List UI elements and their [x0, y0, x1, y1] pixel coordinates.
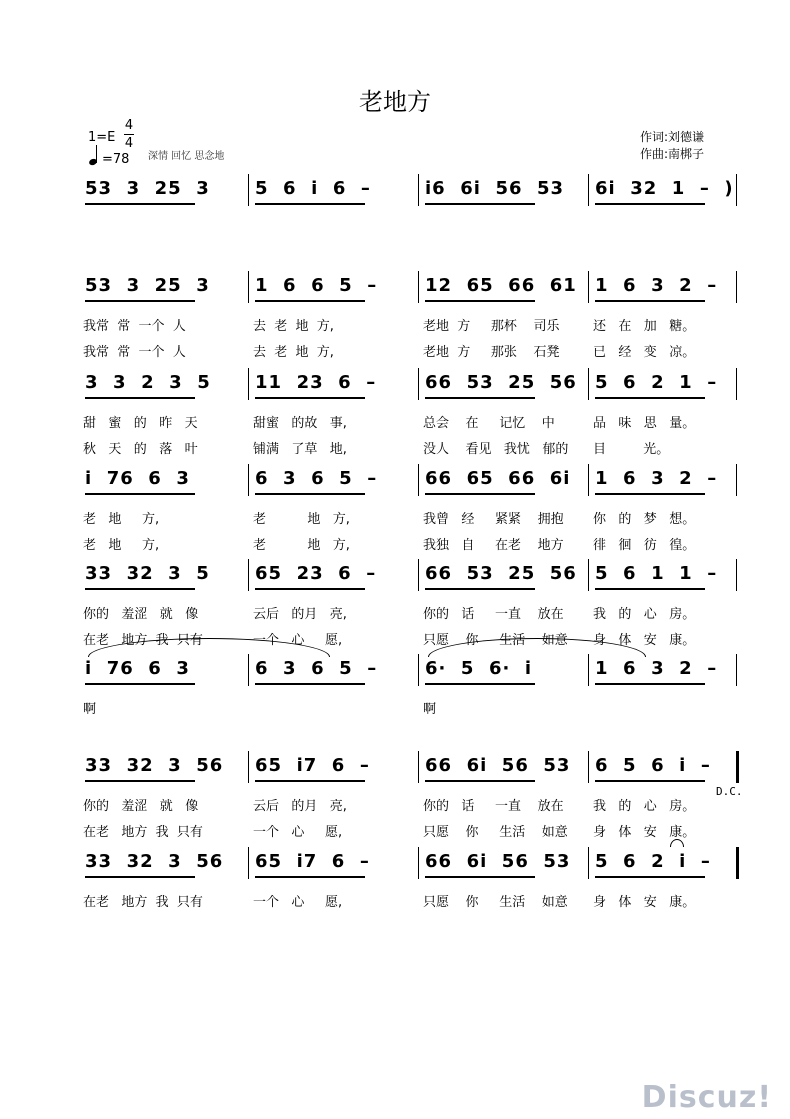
beam-underline: [85, 683, 195, 685]
lyric-verse-2: 一个 心 愿,: [253, 825, 343, 840]
lyric-verse-2: 只愿 你 生活 如意: [423, 633, 568, 648]
bar-line: [248, 751, 249, 783]
bar-line: [588, 847, 589, 879]
beam-underline: [255, 300, 365, 302]
measure-notes: 3 3 2 3 5: [85, 372, 211, 393]
bar-line: [248, 368, 249, 400]
bar-line: [736, 654, 737, 686]
bar-line: [248, 559, 249, 591]
measure-notes: 5 6 i 6 –: [255, 178, 371, 199]
beam-underline: [595, 876, 705, 878]
measure-notes: 33 32 3 56: [85, 851, 224, 872]
measure-notes: 65 i7 6 –: [255, 755, 370, 776]
lyric-verse-1: 啊: [83, 702, 97, 717]
measure-notes: 65 23 6 –: [255, 563, 377, 584]
measure-notes: 1 6 6 5 –: [255, 275, 378, 296]
bar-line: [248, 654, 249, 686]
score-row: [0, 468, 790, 553]
lyric-verse-2: 没人 看见 我忧 郁的: [423, 442, 569, 457]
measure-notes: 1 6 3 2 –: [595, 275, 718, 296]
bar-line: [418, 751, 419, 783]
measure-notes: 5 6 2 i –: [595, 851, 711, 872]
lyric-verse-1: 甜蜜 的故 事,: [253, 416, 347, 431]
watermark-logo: Discuz!: [641, 1080, 772, 1115]
measure-notes: i 76 6 3: [85, 468, 190, 489]
bar-line: [588, 271, 589, 303]
lyric-verse-1: 啊: [423, 702, 437, 717]
measure-notes: 66 6i 56 53: [425, 851, 571, 872]
time-top: 4: [124, 118, 134, 133]
lyric-verse-1: 老地 方 那杯 司乐: [423, 319, 560, 334]
lyric-verse-2: 我常 常 一个 人: [83, 345, 186, 360]
measure-notes: 6 5 6 i –: [595, 755, 711, 776]
key-signature: 1=E: [88, 130, 116, 145]
lyric-verse-1: 你的 话 一直 放在: [423, 607, 564, 622]
bar-line: [418, 654, 419, 686]
beam-underline: [595, 683, 705, 685]
measure-notes: 66 65 66 6i: [425, 468, 571, 489]
measure-notes: 66 6i 56 53: [425, 755, 571, 776]
measure-notes: 6 3 6 5 –: [255, 468, 378, 489]
bar-line: [588, 368, 589, 400]
beam-underline: [425, 203, 535, 205]
lyric-verse-1: 我常 常 一个 人: [83, 319, 186, 334]
bar-line: [736, 464, 737, 496]
lyric-verse-1: 去 老 地 方,: [253, 319, 334, 334]
bar-line: [736, 174, 737, 206]
lyric-verse-1: 老 地 方,: [253, 512, 350, 527]
lyric-verse-1: 老 地 方,: [83, 512, 160, 527]
lyric-verse-1: 你的 羞涩 就 像: [83, 607, 199, 622]
beam-underline: [85, 780, 195, 782]
measure-notes: 1 6 3 2 –: [595, 468, 718, 489]
beam-underline: [595, 203, 705, 205]
lyric-verse-1: 我 的 心 房。: [593, 607, 696, 622]
lyric-verse-1: 总会 在 记忆 中: [423, 416, 555, 431]
measure-notes: 33 32 3 5: [85, 563, 210, 584]
tempo-marking: [88, 145, 129, 167]
lyric-verse-2: 身 体 安 康。: [593, 633, 696, 648]
measure-notes: 53 3 25 3: [85, 178, 210, 199]
lyric-verse-2: 徘 徊 彷 徨。: [593, 538, 696, 553]
beam-underline: [595, 588, 705, 590]
bar-line: [736, 368, 737, 400]
measure-notes: 5 6 1 1 –: [595, 563, 718, 584]
quarter-note-icon: [88, 145, 100, 167]
measure-notes: 65 i7 6 –: [255, 851, 370, 872]
beam-underline: [255, 780, 365, 782]
measure-notes: 1 6 3 2 –: [595, 658, 718, 679]
beam-underline: [425, 588, 535, 590]
beam-underline: [85, 493, 195, 495]
lyric-verse-1: 我曾 经 紧紧 拥抱: [423, 512, 564, 527]
bar-line: [248, 271, 249, 303]
measure-notes: 5 6 2 1 –: [595, 372, 718, 393]
bar-line: [736, 559, 737, 591]
lyric-verse-2: 在老 地方 我 只有: [83, 825, 203, 840]
beam-underline: [255, 397, 365, 399]
lyric-verse-2: 在老 地方 我 只有: [83, 633, 203, 648]
lyric-verse-1: 品 味 思 量。: [593, 416, 696, 431]
bar-line: [248, 847, 249, 879]
beam-underline: [85, 300, 195, 302]
measure-notes: 11 23 6 –: [255, 372, 377, 393]
lyric-verse-1: 一个 心 愿,: [253, 895, 343, 910]
measure-notes: 6· 5 6· i: [425, 658, 533, 679]
lyric-verse-2: 老 地 方,: [253, 538, 350, 553]
bar-line: [248, 464, 249, 496]
lyric-verse-1: 只愿 你 生活 如意: [423, 895, 568, 910]
bar-line: [248, 174, 249, 206]
measure-notes: 53 3 25 3: [85, 275, 210, 296]
lyric-verse-2: 我独 自 在老 地方: [423, 538, 564, 553]
beam-underline: [595, 780, 705, 782]
beam-underline: [255, 683, 365, 685]
score-row: [0, 372, 790, 457]
beam-underline: [425, 300, 535, 302]
lyric-verse-1: 云后 的月 亮,: [253, 607, 347, 622]
composer-credit: 作曲:南梆子: [640, 147, 705, 161]
score-row: [0, 563, 790, 648]
beam-underline: [85, 203, 195, 205]
score-row: [0, 178, 790, 258]
beam-underline: [425, 683, 535, 685]
lyric-verse-1: 身 体 安 康。: [593, 895, 696, 910]
expression-marking: 深情 回忆 思念地: [148, 151, 225, 162]
lyric-verse-2: 一个 心 愿,: [253, 633, 343, 648]
lyric-verse-1: 甜 蜜 的 昨 天: [83, 416, 198, 431]
score-row: [0, 851, 790, 931]
lyricist-credit: 作词:刘德谦: [640, 130, 705, 144]
beam-underline: [255, 876, 365, 878]
lyric-verse-2: 目 光。: [593, 442, 670, 457]
beam-underline: [425, 397, 535, 399]
time-bottom: 4: [124, 136, 134, 151]
bar-line: [588, 654, 589, 686]
lyric-verse-1: 你 的 梦 想。: [593, 512, 696, 527]
lyric-verse-1: 你的 羞涩 就 像: [83, 799, 199, 814]
bar-line: [736, 751, 739, 783]
score-row: [0, 275, 790, 360]
bar-line: [588, 559, 589, 591]
beam-underline: [255, 493, 365, 495]
beam-underline: [425, 493, 535, 495]
bar-line: [736, 271, 737, 303]
lyric-verse-1: 还 在 加 糖。: [593, 319, 696, 334]
measure-notes: 66 53 25 56: [425, 372, 577, 393]
measure-notes: i6 6i 56 53: [425, 178, 565, 199]
lyric-verse-2: 铺满 了草 地,: [253, 442, 347, 457]
beam-underline: [255, 588, 365, 590]
lyric-verse-1: 云后 的月 亮,: [253, 799, 347, 814]
bar-line: [418, 847, 419, 879]
lyric-verse-2: 只愿 你 生活 如意: [423, 825, 568, 840]
beam-underline: [595, 493, 705, 495]
bar-line: [418, 368, 419, 400]
lyric-verse-2: 去 老 地 方,: [253, 345, 334, 360]
beam-underline: [255, 203, 365, 205]
bar-line: [418, 559, 419, 591]
lyric-verse-1: 在老 地方 我 只有: [83, 895, 203, 910]
song-title: 老地方: [359, 88, 431, 116]
lyric-verse-1: 你的 话 一直 放在: [423, 799, 564, 814]
bar-line: [588, 174, 589, 206]
lyric-verse-2: 身 体 安 康。: [593, 825, 696, 840]
measure-notes: 33 32 3 56: [85, 755, 224, 776]
beam-underline: [85, 876, 195, 878]
measure-notes: 6i 32 1 – ): [595, 178, 734, 199]
measure-notes: 66 53 25 56: [425, 563, 577, 584]
da-capo-marking: D.C.: [716, 785, 743, 798]
bar-line: [418, 174, 419, 206]
lyric-verse-1: 我 的 心 房。: [593, 799, 696, 814]
lyric-verse-2: 秋 天 的 落 叶: [83, 442, 198, 457]
beam-underline: [425, 876, 535, 878]
score-row: [0, 658, 790, 738]
measure-notes: 6 3 6 5 –: [255, 658, 378, 679]
lyric-verse-2: 已 经 变 凉。: [593, 345, 696, 360]
bar-line: [588, 464, 589, 496]
beam-underline: [595, 300, 705, 302]
tempo-value: =78: [102, 152, 130, 167]
bar-line: [418, 464, 419, 496]
fermata-arc: [670, 839, 684, 847]
bar-line: [736, 847, 739, 879]
score-row: [0, 755, 790, 840]
bar-line: [418, 271, 419, 303]
measure-notes: 12 65 66 61: [425, 275, 577, 296]
beam-underline: [425, 780, 535, 782]
beam-underline: [85, 397, 195, 399]
beam-underline: [595, 397, 705, 399]
lyric-verse-2: 老地 方 那张 石凳: [423, 345, 560, 360]
measure-notes: i 76 6 3: [85, 658, 190, 679]
bar-line: [588, 751, 589, 783]
beam-underline: [85, 588, 195, 590]
lyric-verse-2: 老 地 方,: [83, 538, 160, 553]
